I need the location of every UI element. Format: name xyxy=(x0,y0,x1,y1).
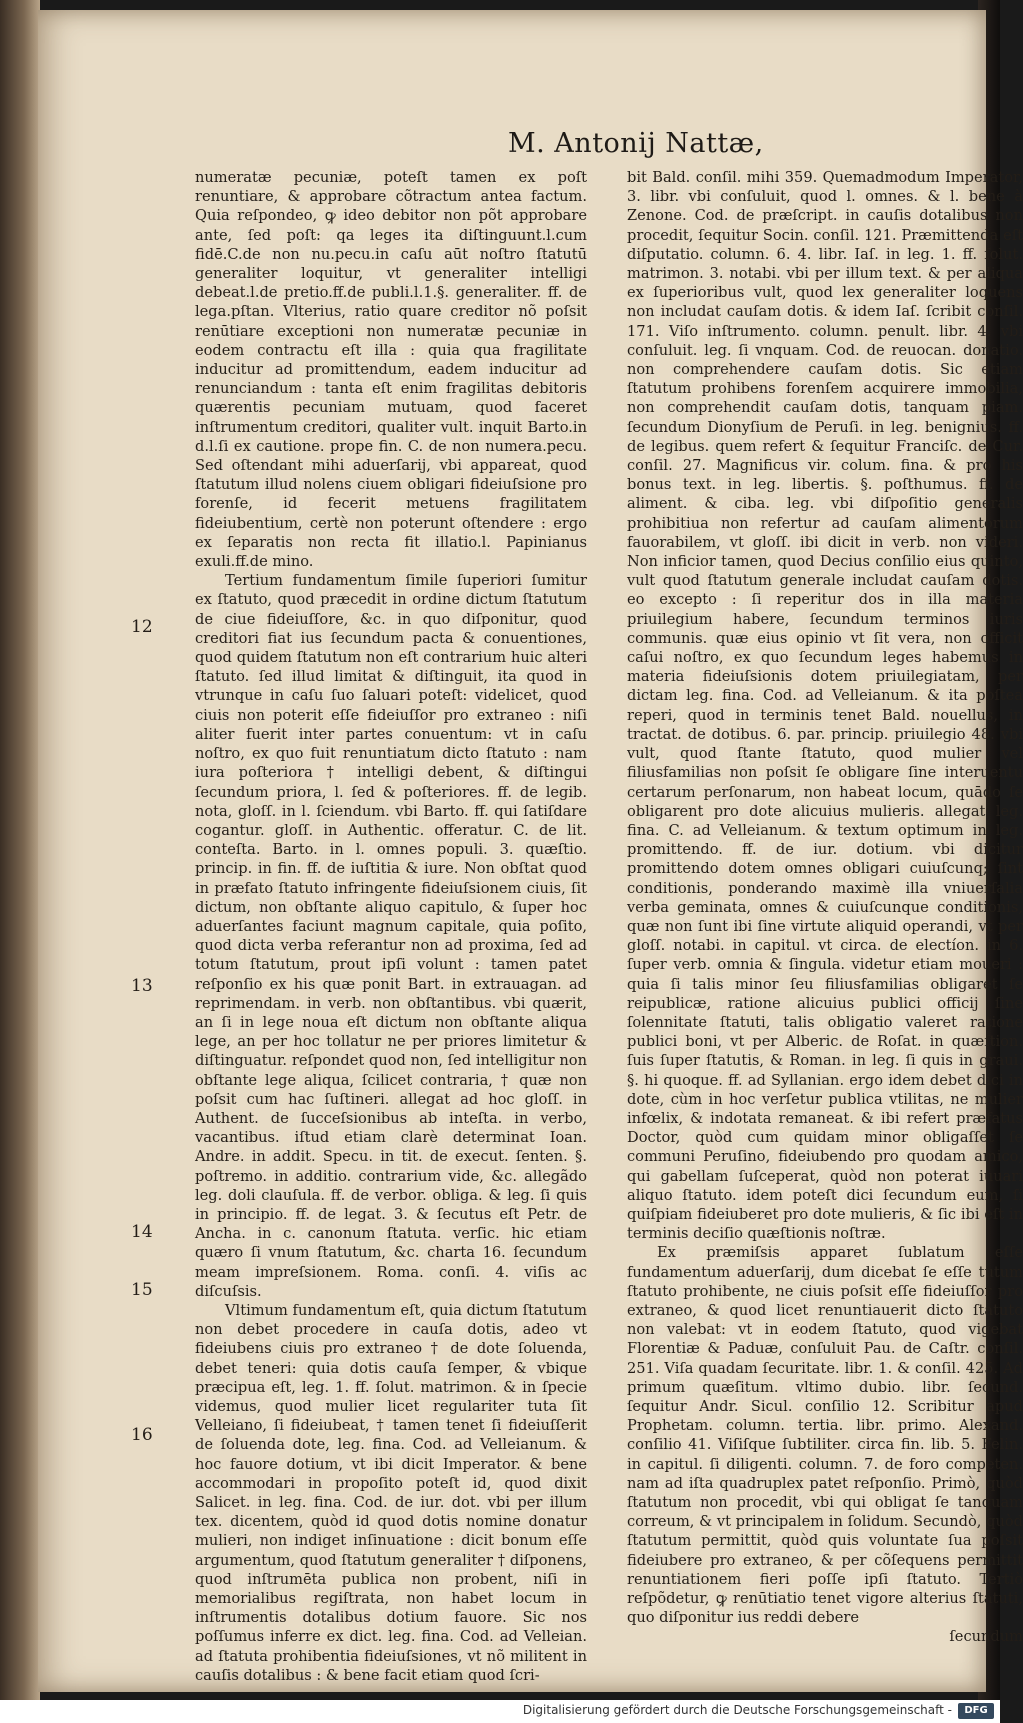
paragraph: Tertium fundamentum ſimile ſuperiori ſumitur ex ſtatuto, quod præcedit in ordine dictum ſtatutum de ciue fideiuſſore, &c. in quo diſponitur, quod creditori fiat ius ſecundum pacta & conuentiones, quod quidem ſtatutum non eſt contrarium huic alteri ſtatuto. ſed illud limitat & diſtinguit, ita quod in vtrunque in caſu ſuo ſaluari poteſt: videlicet, quod ciuis non poterit eſſe fideiuſſor pro extraneo : niſi aliter fuerit inter partes conuentum: vt in caſu noſtro, ex quo fuit renuntiatum dicto ſtatuto : nam iura poſteriora † intelligi debent, & diſtingui ſecundum priora, l. ſed & poſteriores. ff. de legib. nota, gloſſ. in l. ſciendum. vbi Barto. ff. qui ſatiſdare cogantur. gloſſ. in Authentic. offeratur. C. de lit. conteſta. Barto. in l. omnes populi. 3. quæſtio. princip. in fin. ff. de iuſtitia & iure. Non obſtat quod in præfato ſtatuto infringente fideiuſsionem ciuis, ſit dictum, non obſtante aliquo capitulo, & ſuper hoc aduerſantes faciunt magnum capitale, quia poſito, quod dicta verba referantur non ad proxima, ſed ad totum ſtatutum, prout ipſi volunt : tamen patet reſponſio ex his quæ ponit Bart. in extrauagan. ad reprimendam. in verb. non obſtantibus. vbi quærit, an ſi in lege noua eſt dictum non obſtante aliqua lege, an per hoc tollatur ne per priores limitetur & diſtinguatur. reſpondet quod non, ſed intelligitur non obſtante lege aliqua, ſcilicet contraria, † quæ non poſsit cum hac ſuſtineri. allegat ad hoc gloſſ. in Authent. de ſucceſsionibus ab inteſta. in verbo, vacantibus. iſtud etiam clarè determinat Ioan. Andre. in addit. Specu. in tit. de execut. ſenten. §. poſtremo. in additio. contrarium vide, &c. allegãdo leg. doli clauſula. ff. de verbor. obliga. & leg. ſi quis in principio. ff. de legat. 3. & ſecutus eſt Petr. de Ancha. in c. canonum ſtatuta. verſic. hic etiam quæro ſi vnum ſtatutum, &c. charta 16. ſecundum meam impreſsionem. Roma. conſi. 4. viſis ac diſcuſsis. xyxy=(195,572,587,1300)
left-column xyxy=(195,168,587,1685)
paragraph: numeratæ pecuniæ, poteſt tamen ex poſt renuntiare, & approbare cõtractum antea factum. Quia reſpondeo, ꝙ ideo debitor non põt approbare ante, ſed poſt: qa leges ita diſtinguunt.l.cum fidē.C.de non nu.pecu.in caſu aūt noſtro ſtatutū generaliter loquitur, vt generaliter intelligi debeat.l.de pretio.ff.de publi.l.1.§. generaliter. ff. de lega.pſtan. Vlterius, ratio quare creditor nõ poſsit renūtiare exceptioni non numeratæ pecuniæ in eodem contractu eſt illa : quia qua fragilitate inducitur ad promittendum, eadem inducitur ad renunciandum : tanta eſt enim fragilitas debitoris quærentis pecuniam mutuam, quod faceret inſtrumentum creditori, qualiter vult. inquit Barto.in d.l.ſi ex cautione. prope fin. C. de non numera.pecu. Sed oſtendant mihi aduerſarij, vbi appareat, quod ſtatutum illud nolens ciuem obligari fideiuſsione pro forenſe, id fecerit metuens fragilitatem fideiubentium, certè non poterunt oſtendere : ergo ex ſeparatis non recta fit illatio.l. Papinianus exuli.ff.de mino. xyxy=(195,169,587,571)
book-page xyxy=(38,10,1023,1692)
catchword: ſecundum xyxy=(949,1628,1023,1646)
paragraph: Ex præmiſsis apparet ſublatum eſſe fundamentum aduerſarij, dum dicebat ſe eſſe tutum ſtatuto prohibente, ne ciuis poſsit eſſe fideiuſſor pro extraneo, & quod licet renuntiauerit dicto ſtatuto non valebat: vt in eodem ſtatuto, quod vigebat Florentiæ & Paduæ, conſuluit Pau. de Caſtr. conſil. 251. Viſa quadam ſecuritate. libr. 1. & conſil. 425. Ad primum quæſitum. vltimo dubio. libr. ſecund. ſequitur Andr. Sicul. conſilio 12. Scribitur apud Prophetam. column. tertia. libr. primo. Alexand. conſilio 41. Viſiſque ſubtiliter. circa fin. lib. 5. Felin. in capitul. ſi diligenti. column. 7. de foro competen. nam ad iſta quadruplex patet reſponſio. Primò, quòd ſtatutum non procedit, vbi qui obligat ſe tanquam correum, & vt principalem in ſolidum. Secundò, quòd ſtatutum permittit, quòd quis voluntate ſua poſsit fideiubere pro extraneo, & per cõſequens permittit renuntiationem fieri poſſe ipſi ſtatuto. Tertiò reſpõdetur, ꝙ renūtiatio tenet vigore alterius ſtatuti, quo diſponitur ius reddi debere xyxy=(627,1244,1023,1627)
paragraph: bit Bald. conſil. mihi 359. Quemadmodum Imperator, 3. libr. vbi conſuluit, quod l. omnes. & l. bene à Zenone. Cod. de præſcript. in cauſis dotalibus non procedit, ſequitur Socin. conſil. 121. Præmittenda eſt diſputatio. column. 6. 4. libr. Iaſ. in leg. 1. ff. ſolut. matrimon. 3. notabi. vbi per illum text. & per aliqua ex ſuperioribus vult, quod lex generaliter loquens non includat cauſam dotis. & idem Iaſ. ſcribit conſil. 171. Viſo inſtrumento. column. penult. libr. 4. vbi conſuluit. leg. ſi vnquam. Cod. de reuocan. donatio. non comprehendere cauſam dotis. Sic etiam ſtatutum prohibens forenſem acquirere immobilia, non comprehendit cauſam dotis, tanquam piam. ſecundum Dionyſium de Peruſi. in leg. benignius. ff. de legibus. quem refert & ſequitur Franciſc. de Cur. conſil. 27. Magnificus vir. colum. fina. & pro his bonus text. in leg. libertis. §. poſthumus. ff. de aliment. & ciba. leg. vbi diſpoſitio generalis prohibitiua non refertur ad cauſam alimentorum fauorabilem, vt gloſſ. ibi dicit in verb. non videri. Non inficior tamen, quod Decius conſilio eius quinto, vult quod ſtatutum generale includat cauſam dotis. eo excepto : ſi reperitur dos in illa materia priuilegium habere, ſecundum terminos iuris communis. quæ eius opinio vt ſit vera, non officit caſui noſtro, ex quo ſecundum leges habemus in materia fideiuſsionis dotem priuilegiatam, per dictam leg. fina. Cod. ad Velleianum. & ita poſtea reperi, quod in terminis tenet Bald. nouellus, in tractat. de dotibus. 6. par. princip. priuilegio 48. vbi vult, quod ſtante ſtatuto, quod mulier vel filiusfamilias non poſsit ſe obligare ſine interuentu certarum perſonarum, non habeat locum, quādo ſe obligarent pro dote alicuius mulieris. allegat leg. fina. C. ad Velleianum. & textum optimum in leg. promittendo. ff. de iur. dotium. vbi dicitur promittendo dotem omnes obligari cuiuſcunq; ſint conditionis, ponderando maximè illa vniuerſalia verba geminata, omnes & cuiuſcunque conditionis, quæ non ſunt ibi ſine virtute aliquid operandi, vt per gloſſ. notabi. in capitul. vt circa. de electíon. in 6. ſuper verb. omnia & ſingula. videtur etiam moueri : quia ſi talis minor ſeu filiusfamilias obligaret ſe reipublicæ, ratione alicuius publici officij ſine ſolennitate ſtatuti, talis obligatio valeret ratione publici boni, vt per Alberic. de Roſat. in quæſtion. ſuis ſuper ſtatutis, & Roman. in leg. ſi quis in graui. §. hi quoque. ff. ad Syllanian. ergo idem debet dici in dote, cùm in hoc verſetur publica vtilitas, ne mulier infœlix, & indotata remaneat. & ibi refert præfatus Doctor, quòd cum quidam minor obligaſſet ſe communi Peruſino, fideiubendo pro quodam amico, qui gabellam ſuſceperat, quòd non poterat iuuari aliquo ſtatuto. idem poteſt dici ſecundum eum, ſi quiſpiam fideiuberet pro dote mulieris, & ſic ibi eſt in terminis deciſio quæſtionis noſtræ. xyxy=(627,169,1023,1243)
digitization-credit: Digitalisierung gefördert durch die Deutsche Forschungsgemeinschaft - xyxy=(522,1703,952,1717)
margin-number: 16 xyxy=(131,1425,153,1445)
paragraph: Vltimum fundamentum eſt, quia dictum ſtatutum non debet procedere in cauſa dotis, adeo vt fideiubens ciuis pro extraneo † de dote ſoluenda, debet teneri: quia dotis cauſa ſemper, & vbique præcipua eſt, leg. 1. ff. ſolut. matrimon. & in ſpecie videmus, quod mulier licet regulariter tuta ſit Velleiano, ſi fideiubeat, † tamen tenet ſi fideiuſſerit de ſoluenda dote, leg. fina. Cod. ad Velleianum. & hoc fauore dotium, vt ibi dicit Imperator. & bene accommodari in propoſito poteſt id, quod dixit Salicet. in leg. fina. Cod. de iur. dot. vbi per illum tex. dicentem, quòd id quod dotis nomine donatur mulieri, non indiget inſinuatione : dicit bonum eſſe argumentum, quod ſtatutum generaliter † diſponens, quod inſtrumēta publica non probent, niſi in memorialibus regiſtrata, non habet locum in inſtrumentis dotalibus dotium fauore. Sic nos poſſumus inferre ex dict. leg. fina. Cod. ad Velleian. ad ſtatuta prohibentia fideiuſsiones, vt nõ militent in cauſis dotalibus : & bene facit etiam quod ſcri- xyxy=(195,1301,587,1684)
right-column xyxy=(627,168,1023,1647)
running-title: M. Antonij Nattæ, xyxy=(508,128,764,159)
book-spine-left xyxy=(0,0,40,1723)
margin-number: 13 xyxy=(131,976,153,996)
margin-number: 15 xyxy=(131,1280,153,1300)
margin-number: 14 xyxy=(131,1222,153,1242)
footer-bar xyxy=(0,1700,1000,1723)
dfg-logo: DFG xyxy=(958,1703,994,1719)
margin-number: 12 xyxy=(131,617,153,637)
